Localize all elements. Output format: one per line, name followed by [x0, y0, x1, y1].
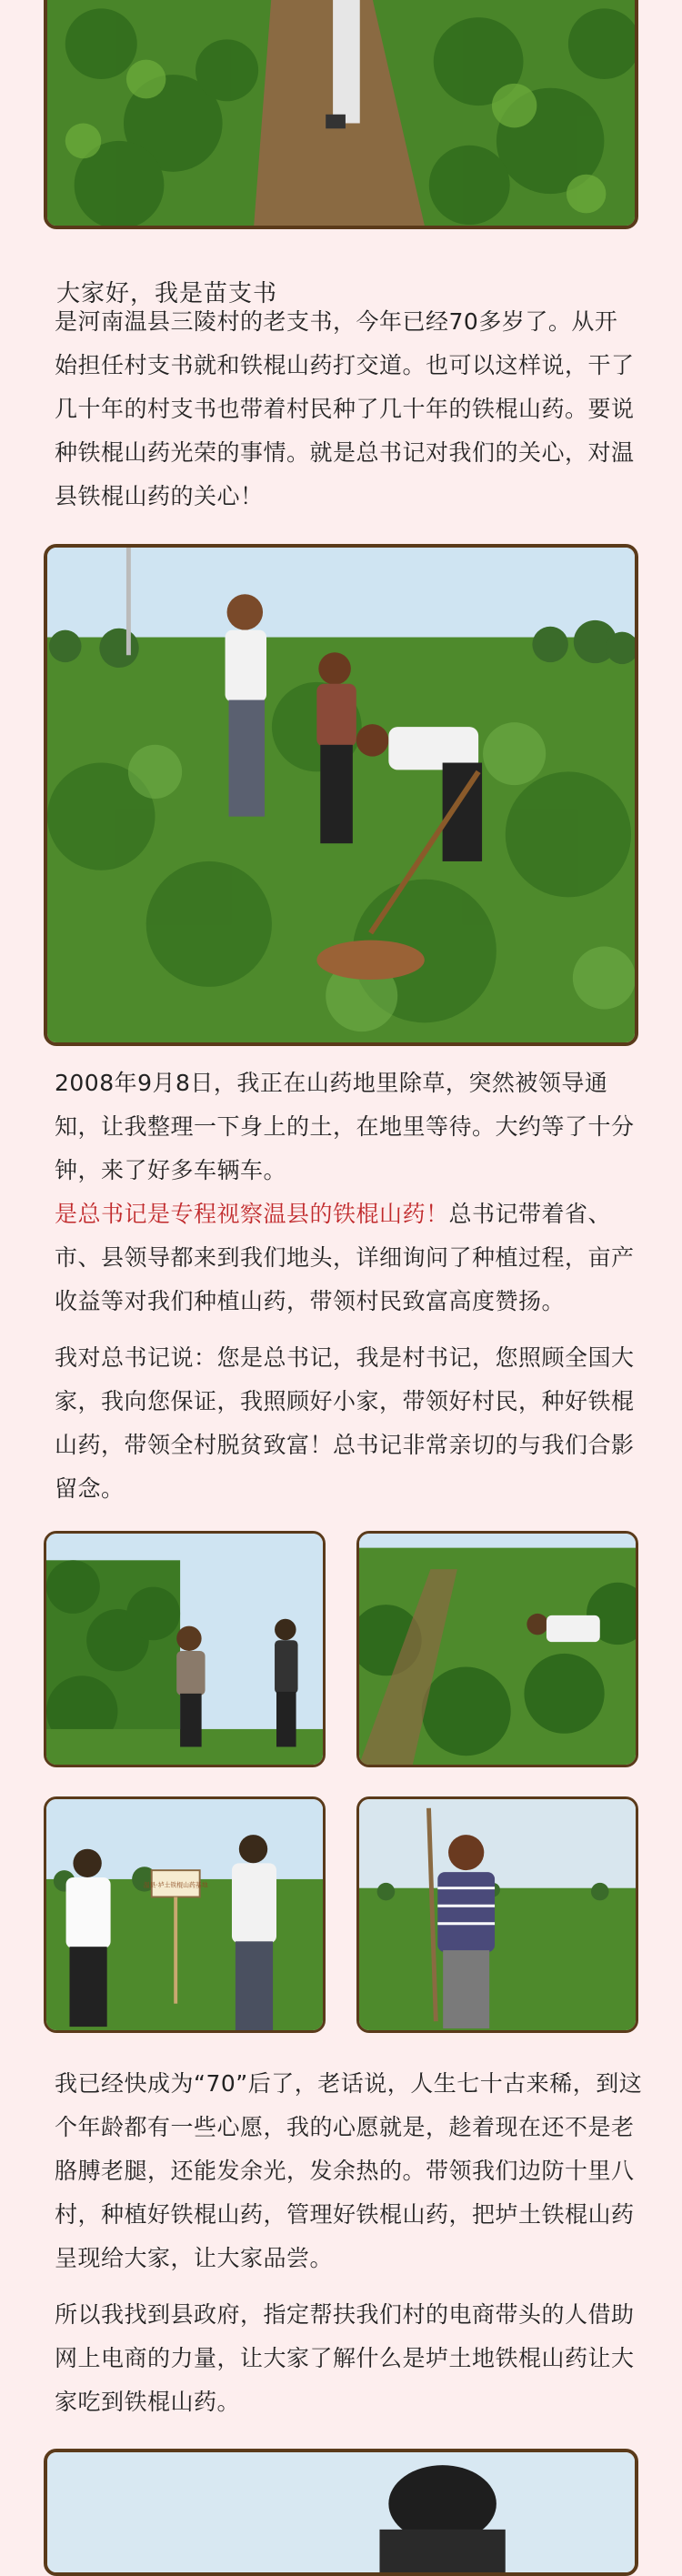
sign-text: 温县·垆土铁棍山药基地: [143, 1881, 208, 1889]
wishes-paragraph-1: 我已经快成为“70”后了，老话说，人生七十古来稀，到这个年龄都有一些心愿，我的心愿就是，趁着现在还不是老胳膊老腿，还能发余光，发余热的。带领我们边防十里八村，种植好铁棍山药，管理好铁棍山药，把垆土铁棍山药呈现给大家，让大家品尝。: [55, 2070, 643, 2271]
grid-photo-sign: [44, 1796, 326, 2033]
intro-heading: 大家好，我是苗支书: [56, 279, 278, 307]
story-paragraph-3: 我对总书记说：您是总书记，我是村书记，您照顾全国大家，我向您保证，我照顾好小家，带领好村民，种好铁棍山药，带领全村脱贫致富！总书记非常亲切的与我们合影留念。: [55, 1344, 635, 1502]
wishes-paragraph-2: 所以我找到县政府，指定帮扶我们村的电商带头的人借助网上电商的力量，让大家了解什么是垆土地铁棍山药让大家吃到铁棍山药。: [55, 2301, 635, 2415]
story-highlight: 是总书记是专程视察温县的铁棍山药！: [55, 1201, 449, 1227]
field-visit-photo: [44, 544, 638, 1046]
grid-photo-farmer: [356, 1796, 638, 2033]
intro-paragraph: 是河南温县三陵村的老支书，今年已经70多岁了。从开始担任村支书就和铁棍山药打交道。也可以这样说，干了几十年的村支书也带着村民种了几十年的铁棍山药。要说种铁棍山药光荣的事情。就是总书记对我们的关心，对温县铁棍山药的关心！: [55, 308, 635, 509]
field-photo-top: [44, 0, 638, 229]
story-section: [55, 1062, 646, 1511]
field-photo-bottom: [44, 2449, 638, 2576]
grid-photo-trellis: [44, 1531, 326, 1767]
story-paragraph-1: 2008年9月8日，我正在山药地里除草，突然被领导通知，让我整理一下身上的土，在地里等待。大约等了十分钟，来了好多车辆车。: [55, 1070, 635, 1183]
grid-photo-field-work: [356, 1531, 638, 1767]
wishes-section: [55, 2062, 647, 2424]
story-paragraph-2: 是总书记是专程视察温县的铁棍山药！总书记带着省、市、县领导都来到我们地头，详细询问了种植过程，亩产收益等对我们种植山药，带领村民致富高度赞扬。: [55, 1201, 635, 1314]
